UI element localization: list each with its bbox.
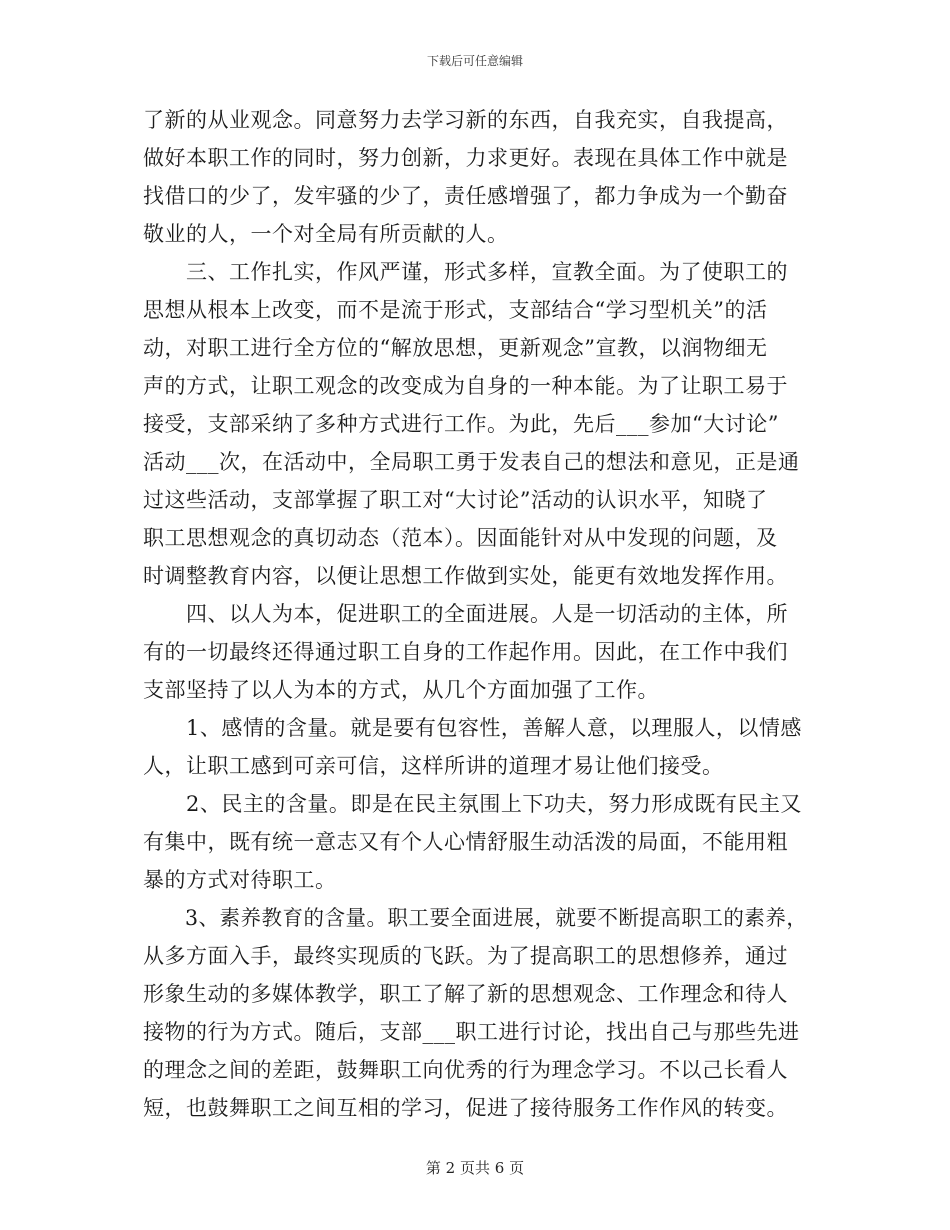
text-line: 支部坚持了以人为本的方式，从几个方面加强了工作。	[143, 678, 659, 702]
text-line: 接受，支部采纳了多种方式进行工作。为此，先后___参加“大讨论”	[143, 412, 779, 436]
page-header: 下载后可任意编辑	[426, 54, 523, 68]
text-line: 有集中，既有统一意志又有个人心情舒服生动活泼的局面，不能用粗	[143, 830, 788, 854]
text-line: 做好本职工作的同时，努力创新，力求更好。表现在具体工作中就是	[143, 146, 788, 170]
page-number-footer: 第 2 页共 6 页	[425, 1159, 525, 1177]
text-line: 动，对职工进行全方位的“解放思想，更新观念”宣教，以润物细无	[143, 336, 768, 360]
text-line: 了新的从业观念。同意努力去学习新的东西，自我充实，自我提高，	[143, 108, 788, 132]
text-line: 过这些活动，支部掌握了职工对“大讨论”活动的认识水平，知晓了	[143, 488, 768, 512]
text-line: 接物的行为方式。随后，支部___职工进行讨论，找出自己与那些先进	[143, 1020, 800, 1044]
text-line: 有的一切最终还得通过职工自身的工作起作用。因此，在工作中我们	[143, 640, 788, 664]
text-line: 职工思想观念的真切动态（范本）。因面能针对从中发现的问题，及	[143, 526, 778, 550]
text-line: 短，也鼓舞职工之间互相的学习，促进了接待服务工作作风的转变。	[143, 1096, 788, 1120]
text-line: 2、民主的含量。即是在民主氛围上下功夫，努力形成既有民主又	[143, 792, 802, 816]
text-line: 从多方面入手，最终实现质的飞跃。为了提高职工的思想修养，通过	[143, 944, 788, 968]
text-line: 1、感情的含量。就是要有包容性，善解人意，以理服人，以情感	[143, 716, 802, 740]
text-line: 3、素养教育的含量。职工要全面进展，就要不断提高职工的素养，	[143, 906, 808, 930]
text-line: 的理念之间的差距，鼓舞职工向优秀的行为理念学习。不以己长看人	[143, 1058, 788, 1082]
text-line: 活动___次，在活动中，全局职工勇于发表自己的想法和意见，正是通	[143, 450, 800, 474]
text-line: 声的方式，让职工观念的改变成为自身的一种本能。为了让职工易于	[143, 374, 788, 398]
text-line: 时调整教育内容，以便让思想工作做到实处，能更有效地发挥作用。	[143, 564, 788, 588]
text-line: 思想从根本上改变，而不是流于形式，支部结合“学习型机关”的活	[143, 298, 768, 322]
text-line: 暴的方式对待职工。	[143, 868, 337, 892]
text-line: 四、以人为本，促进职工的全面进展。人是一切活动的主体，所	[143, 602, 788, 626]
text-line: 找借口的少了，发牢骚的少了，责任感增强了，都力争成为一个勤奋	[143, 184, 788, 208]
text-line: 人，让职工感到可亲可信，这样所讲的道理才易让他们接受。	[143, 754, 724, 778]
text-line: 三、工作扎实，作风严谨，形式多样，宣教全面。为了使职工的	[143, 260, 788, 284]
text-line: 形象生动的多媒体教学，职工了解了新的思想观念、工作理念和待人	[143, 982, 788, 1006]
text-line: 敬业的人，一个对全局有所贡献的人。	[143, 222, 509, 246]
